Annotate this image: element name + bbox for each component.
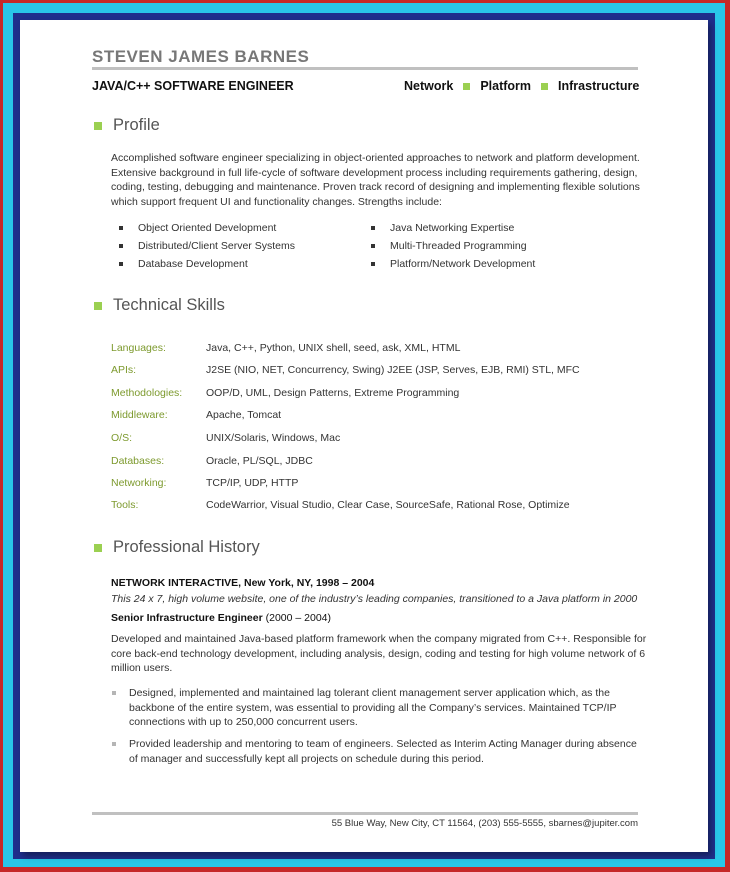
list-item: Database Development: [111, 255, 295, 273]
section-square-icon: [94, 122, 102, 130]
skill-label: Tools:: [111, 499, 139, 511]
summary-line: core back-end technology development, including analysis, design, coding and testing for high volume network of 6: [111, 647, 646, 660]
profile-heading: [94, 116, 160, 135]
skill-row: [111, 364, 580, 380]
skill-value: J2SE (NIO, NET, Concurrency, Swing) J2EE (JSP, Serves, EJB, RMI) STL, MFC: [206, 364, 580, 376]
skills-heading-text: Technical Skills: [113, 296, 225, 314]
bullet-icon: [119, 262, 123, 266]
section-square-icon: [94, 544, 102, 552]
strengths-list-right: [363, 219, 535, 273]
skill-row: [111, 432, 340, 448]
skill-label: Languages:: [111, 342, 166, 354]
skill-value: TCP/IP, UDP, HTTP: [206, 477, 299, 489]
skill-value: OOP/D, UML, Design Patterns, Extreme Programming: [206, 387, 460, 399]
specialty-tags: [404, 79, 639, 93]
bullet-icon: [371, 262, 375, 266]
skill-value: Java, C++, Python, UNIX shell, seed, ask, XML, HTML: [206, 342, 461, 354]
section-square-icon: [94, 302, 102, 310]
skill-label: APIs:: [111, 364, 137, 376]
history-heading: [94, 538, 260, 557]
profile-line: coding, testing, debugging and maintenance. Proven track record of designing and implementing flexible solutions: [111, 181, 640, 194]
list-item: Provided leadership and mentoring to team of engineers. Selected as Interim Acting Manager during absence of manager and successfully kept all projects on schedule during this period.: [112, 737, 637, 766]
role-name: Senior Infrastructure Engineer: [111, 612, 263, 624]
skill-row: [111, 499, 570, 515]
role-dates: (2000 – 2004): [265, 612, 332, 624]
list-item: Distributed/Client Server Systems: [111, 237, 295, 255]
list-item: Designed, implemented and maintained lag tolerant client management server application which, as the backbone of the entire system, was essential to providing all the Company’s services. Maintained TCP/IP connections with up to 250,000 concurrent users.: [112, 686, 617, 730]
role-summary: [111, 632, 671, 676]
skill-row: [111, 477, 298, 493]
profile-line: Extensive background in full life-cycle of software development process including requirements gathering, design,: [111, 166, 638, 179]
square-bullet-icon: [463, 83, 470, 90]
list-item: Platform/Network Development: [363, 255, 535, 273]
profile-line: Accomplished software engineer specializing in object-oriented approaches to network and platform development.: [111, 152, 640, 164]
history-heading-text: Professional History: [113, 538, 260, 556]
list-item: Object Oriented Development: [111, 219, 295, 237]
tag-network: Network: [404, 79, 454, 93]
tag-platform: Platform: [480, 79, 532, 93]
square-bullet-icon: [541, 83, 548, 90]
skill-label: Middleware:: [111, 409, 168, 421]
skill-label: Methodologies:: [111, 387, 183, 399]
bullet-icon: [112, 742, 116, 746]
bullet-icon: [119, 244, 123, 248]
summary-line: million users.: [111, 662, 173, 675]
resume-page: [20, 20, 708, 852]
skill-row: [111, 409, 281, 425]
contact-footer: 55 Blue Way, New City, CT 11564, (203) 555-5555, sbarnes@jupiter.com: [331, 818, 638, 829]
footer-divider: [92, 812, 638, 815]
bullet-icon: [371, 226, 375, 230]
tag-infrastructure: Infrastructure: [558, 79, 640, 93]
strengths-list-left: [111, 219, 295, 273]
skill-row: [111, 387, 459, 403]
profile-heading-text: Profile: [113, 116, 160, 134]
bullet-icon: [371, 244, 375, 248]
profile-summary: [111, 151, 651, 209]
bullet-icon: [112, 691, 116, 695]
skill-label: Databases:: [111, 455, 165, 467]
skill-value: Oracle, PL/SQL, JDBC: [206, 455, 313, 467]
skill-value: CodeWarrior, Visual Studio, Clear Case, SourceSafe, Rational Rose, Optimize: [206, 499, 570, 511]
skill-row: [111, 342, 460, 358]
candidate-name: STEVEN JAMES BARNES: [92, 47, 310, 66]
skill-label: O/S:: [111, 432, 133, 444]
list-item: Java Networking Expertise: [363, 219, 535, 237]
skill-row: [111, 455, 313, 471]
job-title: JAVA/C++ SOFTWARE ENGINEER: [92, 79, 294, 93]
skills-heading: [94, 296, 225, 315]
summary-line: Developed and maintained Java-based platform framework when the company migrated from C++. Responsible for: [111, 633, 647, 645]
employer-line: NETWORK INTERACTIVE, New York, NY, 1998 – 2004: [111, 577, 375, 589]
skill-value: Apache, Tomcat: [206, 409, 282, 421]
profile-line: which support frequent UI and functionality changes. Strengths include:: [111, 195, 442, 208]
skill-label: Networking:: [111, 477, 167, 489]
role-title: [111, 612, 331, 624]
bullet-icon: [119, 226, 123, 230]
list-item: Multi-Threaded Programming: [363, 237, 535, 255]
employer-description: This 24 x 7, high volume website, one of the industry’s leading companies, transitioned to a Java platform in 2000: [111, 593, 638, 605]
skill-value: UNIX/Solaris, Windows, Mac: [206, 432, 341, 444]
header-divider: [92, 67, 638, 70]
